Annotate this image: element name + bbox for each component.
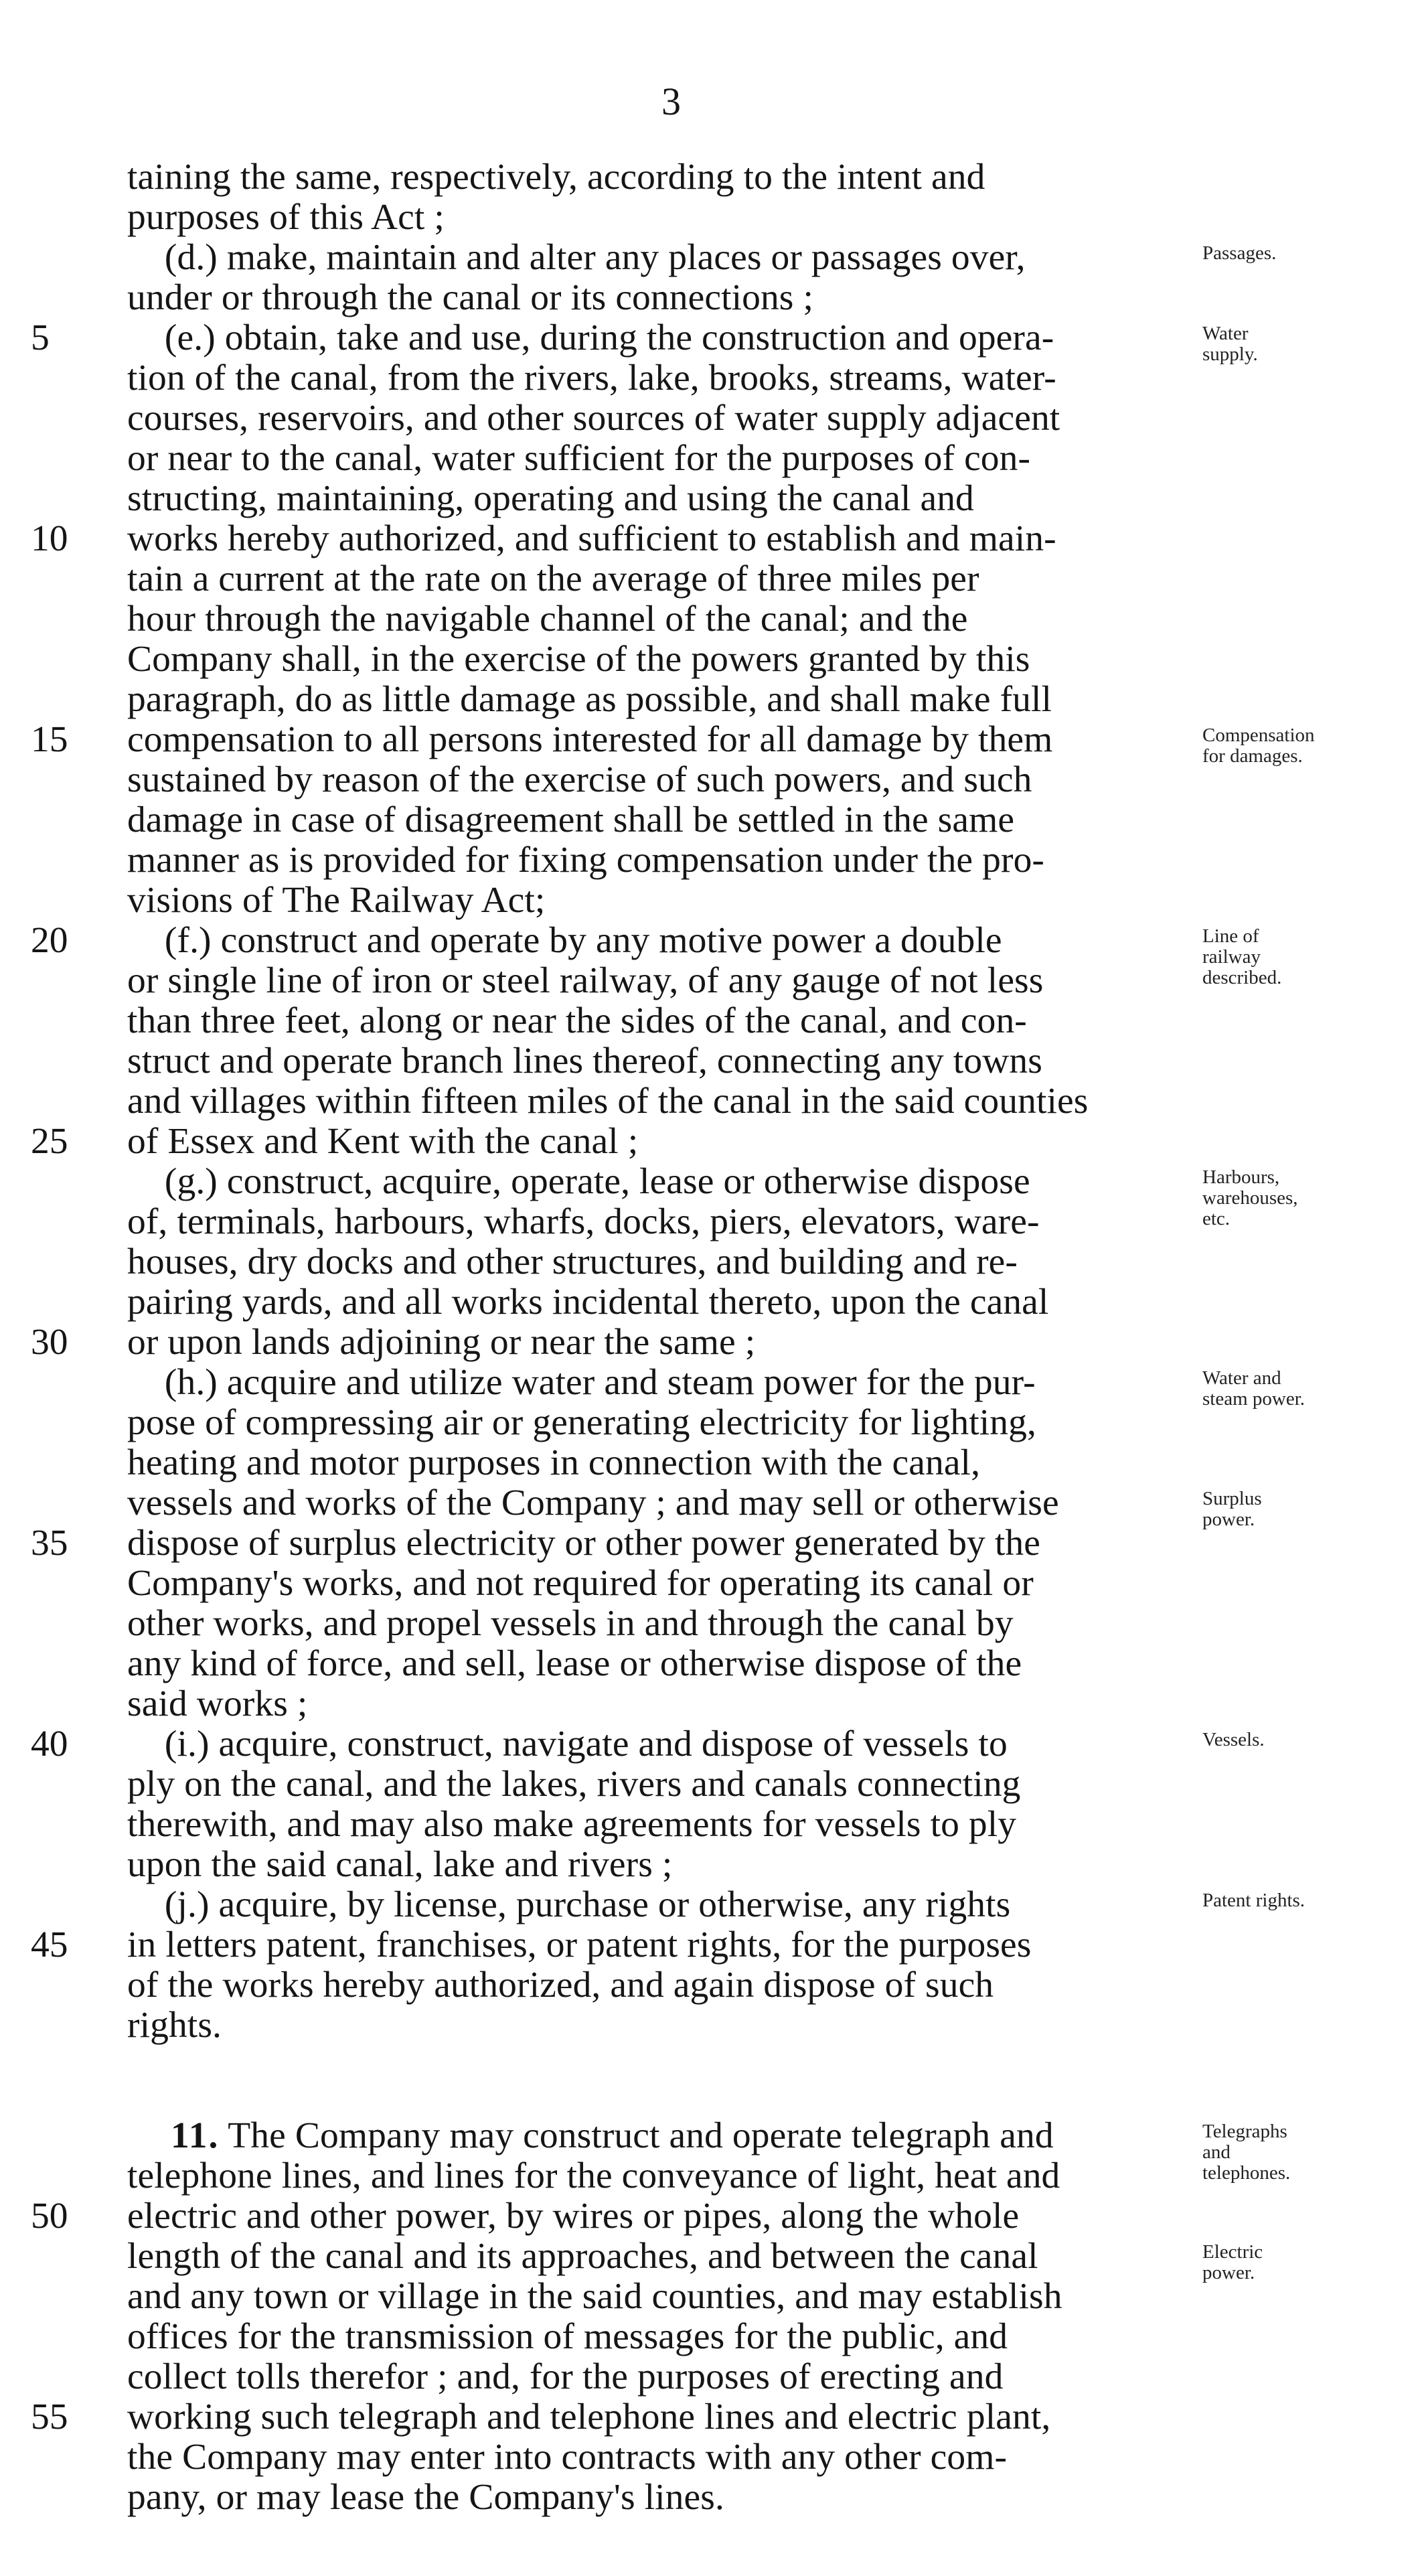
text-line: tain a current at the rate on the average of three miles per bbox=[127, 558, 979, 599]
text-line: (d.) make, maintain and alter any places or passages over, bbox=[127, 237, 1026, 278]
margin-note bbox=[1202, 2121, 1417, 2184]
text-line: telephone lines, and lines for the conveyance of light, heat and bbox=[127, 2155, 1060, 2196]
text-line: working such telegraph and telephone lines and electric plant, bbox=[127, 2397, 1051, 2437]
margin-note-line: Line of bbox=[1202, 925, 1259, 947]
text-line: or upon lands adjoining or near the same ; bbox=[127, 1322, 756, 1363]
text-line: rights. bbox=[127, 2005, 222, 2046]
margin-note-line: Electric bbox=[1202, 2241, 1263, 2263]
margin-note-line: steam power. bbox=[1202, 1388, 1305, 1410]
margin-note-line: Telegraphs bbox=[1202, 2121, 1287, 2142]
margin-note-line: telephones. bbox=[1202, 2162, 1291, 2184]
line-number: 50 bbox=[31, 2196, 68, 2237]
margin-note-line: described. bbox=[1202, 967, 1282, 988]
margin-note-line: Harbours, bbox=[1202, 1166, 1280, 1188]
text-line: Company's works, and not required for operating its canal or bbox=[127, 1563, 1034, 1604]
text-line: upon the said canal, lake and rivers ; bbox=[127, 1844, 673, 1885]
text-line: offices for the transmission of messages for the public, and bbox=[127, 2316, 1008, 2357]
margin-note bbox=[1202, 1489, 1417, 1530]
text-line: of, terminals, harbours, wharfs, docks, piers, elevators, ware- bbox=[127, 1201, 1040, 1242]
line-number: 55 bbox=[31, 2397, 68, 2437]
text-line: courses, reservoirs, and other sources of water supply adjacent bbox=[127, 398, 1060, 439]
text-line: Company shall, in the exercise of the powers granted by this bbox=[127, 639, 1030, 680]
line-number: 35 bbox=[31, 1523, 68, 1564]
text-line: (f.) construct and operate by any motive power a double bbox=[127, 920, 1002, 961]
margin-note bbox=[1202, 1730, 1417, 1750]
text-line: any kind of force, and sell, lease or otherwise dispose of the bbox=[127, 1643, 1022, 1684]
margin-note-line: etc. bbox=[1202, 1208, 1231, 1229]
text-line: (j.) acquire, by license, purchase or otherwise, any rights bbox=[127, 1884, 1011, 1925]
text-line: (i.) acquire, construct, navigate and dispose of vessels to bbox=[127, 1724, 1008, 1764]
margin-note bbox=[1202, 1167, 1417, 1229]
line-number: 10 bbox=[31, 518, 68, 559]
text-line: electric and other power, by wires or pipes, along the whole bbox=[127, 2196, 1020, 2237]
line-number: 25 bbox=[31, 1121, 68, 1162]
text-line: of Essex and Kent with the canal ; bbox=[127, 1121, 639, 1162]
text-line: (h.) acquire and utilize water and steam power for the pur- bbox=[127, 1362, 1036, 1403]
text-line: struct and operate branch lines thereof, connecting any towns bbox=[127, 1041, 1042, 1081]
margin-note-line: Water bbox=[1202, 323, 1249, 344]
text-line: taining the same, respectively, according to the intent and bbox=[127, 157, 985, 198]
margin-note-line: Water and bbox=[1202, 1367, 1281, 1389]
margin-note-line: power. bbox=[1202, 1509, 1255, 1530]
text-line: manner as is provided for fixing compensation under the pro- bbox=[127, 840, 1045, 881]
margin-note bbox=[1202, 2242, 1417, 2283]
margin-note-line: Compensation bbox=[1202, 725, 1315, 746]
text-line: damage in case of disagreement shall be settled in the same bbox=[127, 800, 1015, 840]
text-line: or near to the canal, water sufficient for the purposes of con- bbox=[127, 438, 1031, 479]
text-line: works hereby authorized, and sufficient to establish and main- bbox=[127, 518, 1056, 559]
text-line: compensation to all persons interested for all damage by them bbox=[127, 719, 1053, 760]
text-line: paragraph, do as little damage as possible, and shall make full bbox=[127, 679, 1052, 720]
margin-note-line: power. bbox=[1202, 2262, 1255, 2283]
text-line: (g.) construct, acquire, operate, lease or otherwise dispose bbox=[127, 1161, 1030, 1202]
margin-note-line: railway bbox=[1202, 946, 1261, 968]
margin-note-line: Surplus bbox=[1202, 1488, 1262, 1509]
text-line: pany, or may lease the Company's lines. bbox=[127, 2477, 724, 2518]
margin-note bbox=[1202, 323, 1417, 365]
text-line: length of the canal and its approaches, and between the canal bbox=[127, 2236, 1038, 2277]
text-line: and villages within fifteen miles of the canal in the said counties bbox=[127, 1081, 1089, 1122]
text-line: of the works hereby authorized, and again dispose of such bbox=[127, 1965, 994, 2005]
text-line: structing, maintaining, operating and using the canal and bbox=[127, 478, 974, 519]
text-line: ply on the canal, and the lakes, rivers and canals connecting bbox=[127, 1764, 1021, 1805]
text-line: hour through the navigable channel of the canal; and the bbox=[127, 599, 968, 639]
text-line: other works, and propel vessels in and through the canal by bbox=[127, 1603, 1014, 1644]
text-line: dispose of surplus electricity or other power generated by the bbox=[127, 1523, 1040, 1564]
margin-note bbox=[1202, 926, 1417, 988]
text-line: therewith, and may also make agreements for vessels to ply bbox=[127, 1804, 1017, 1845]
margin-note-line: Passages. bbox=[1202, 242, 1277, 264]
section-number: 11. bbox=[171, 2115, 220, 2156]
text-line: and any town or village in the said counties, and may establish bbox=[127, 2276, 1062, 2317]
margin-note bbox=[1202, 725, 1417, 767]
text-line: pose of compressing air or generating electricity for lighting, bbox=[127, 1402, 1036, 1443]
margin-note bbox=[1202, 1890, 1417, 1911]
line-number: 5 bbox=[31, 317, 50, 358]
text-line: sustained by reason of the exercise of such powers, and such bbox=[127, 759, 1032, 800]
text-line: said works ; bbox=[127, 1683, 308, 1724]
text-line: than three feet, along or near the sides of the canal, and con- bbox=[127, 1000, 1027, 1041]
line-number: 15 bbox=[31, 719, 68, 760]
text-line: pairing yards, and all works incidental thereto, upon the canal bbox=[127, 1282, 1049, 1322]
text-line: (e.) obtain, take and use, during the construction and opera- bbox=[127, 317, 1054, 358]
text-line: collect tolls therefor ; and, for the purposes of erecting and bbox=[127, 2356, 1004, 2397]
text-line: under or through the canal or its connections ; bbox=[127, 277, 813, 318]
margin-note-line: Vessels. bbox=[1202, 1729, 1265, 1750]
margin-note-line: for damages. bbox=[1202, 745, 1303, 767]
margin-note bbox=[1202, 243, 1417, 264]
text-line: houses, dry docks and other structures, and building and re- bbox=[127, 1241, 1018, 1282]
text-line: in letters patent, franchises, or patent rights, for the purposes bbox=[127, 1924, 1032, 1965]
text-line: visions of The Railway Act; bbox=[127, 880, 546, 921]
text-line: the Company may enter into contracts with any other com- bbox=[127, 2437, 1008, 2478]
margin-note-line: Patent rights. bbox=[1202, 1890, 1305, 1911]
line-number: 40 bbox=[31, 1724, 68, 1764]
text-line: vessels and works of the Company ; and may sell or otherwise bbox=[127, 1483, 1059, 1523]
line-number: 45 bbox=[31, 1924, 68, 1965]
margin-note-line: warehouses, bbox=[1202, 1187, 1298, 1209]
text-line: purposes of this Act ; bbox=[127, 197, 445, 238]
line-number: 30 bbox=[31, 1322, 68, 1363]
text-line: heating and motor purposes in connection with the canal, bbox=[127, 1442, 981, 1483]
page-number: 3 bbox=[661, 80, 681, 123]
text-line bbox=[171, 2116, 1235, 2156]
section-text: The Company may construct and operate telegraph and bbox=[219, 2115, 1054, 2156]
text-line: tion of the canal, from the rivers, lake, brooks, streams, water- bbox=[127, 358, 1056, 398]
text-line: or single line of iron or steel railway, of any gauge of not less bbox=[127, 960, 1044, 1001]
margin-note-line: and bbox=[1202, 2141, 1231, 2163]
margin-note-line: supply. bbox=[1202, 344, 1258, 365]
margin-note bbox=[1202, 1368, 1417, 1410]
line-number: 20 bbox=[31, 920, 68, 961]
